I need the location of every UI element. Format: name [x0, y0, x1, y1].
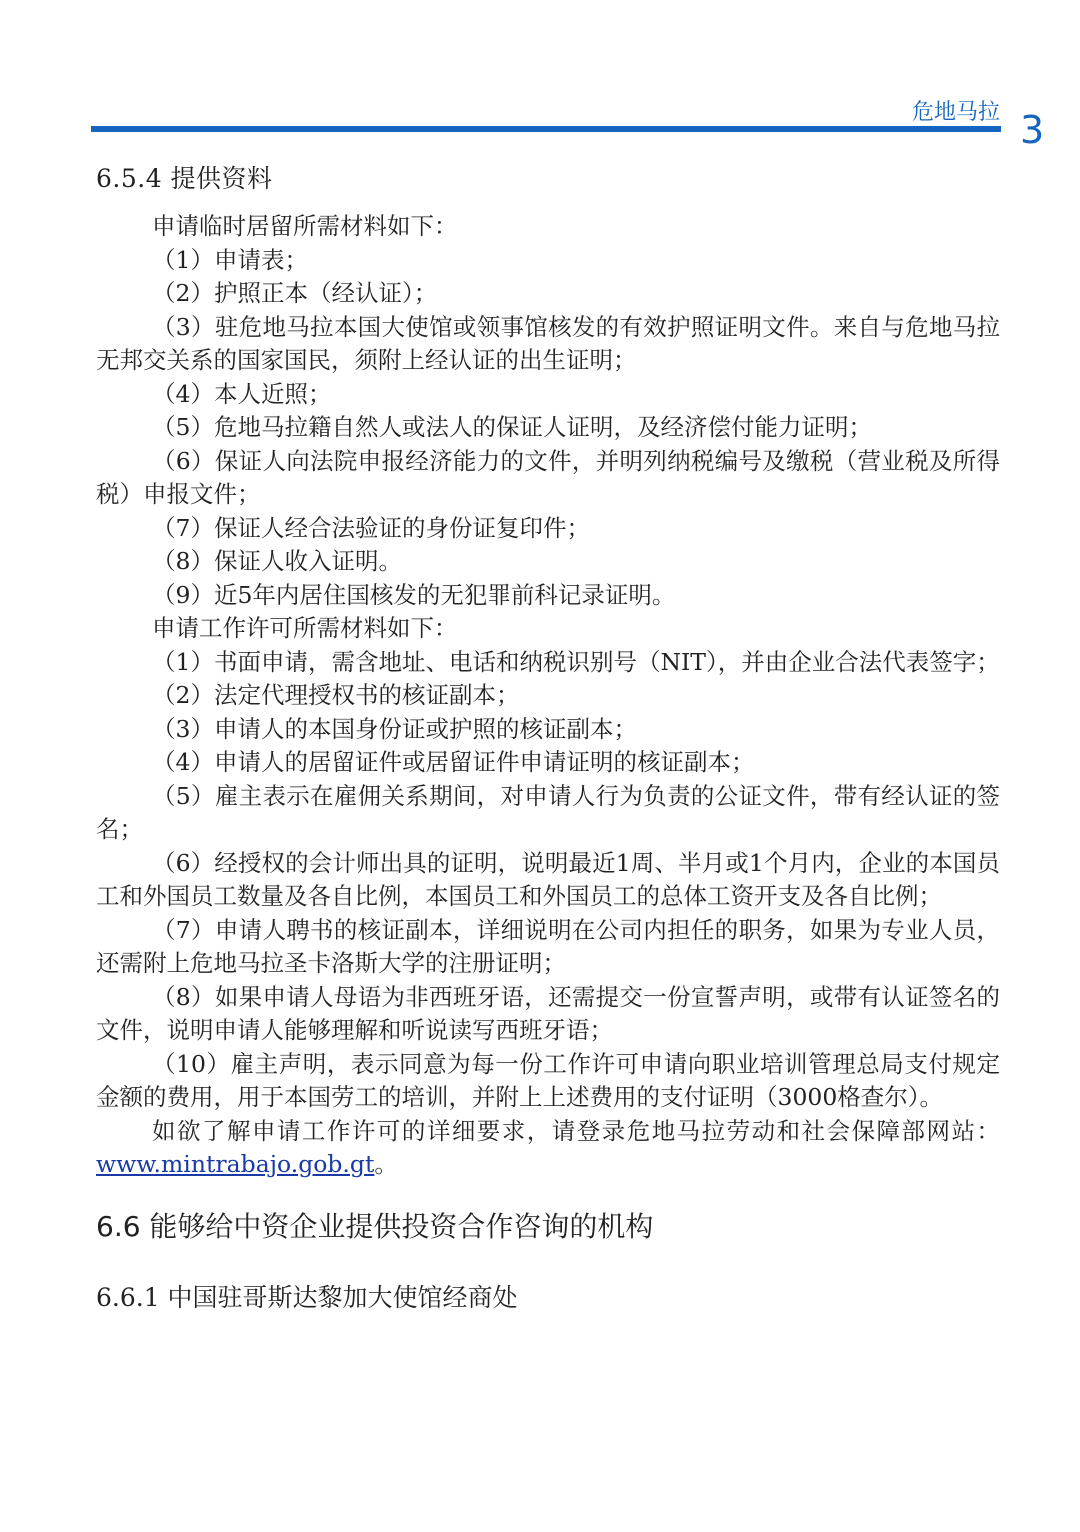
closing-paragraph: [96, 1115, 1000, 1182]
work-permit-item: （2）法定代理授权书的核证副本；: [152, 681, 520, 709]
section-heading-6-6: 6.6 能够给中资企业提供投资合作咨询的机构: [96, 1209, 654, 1243]
ministry-website-link[interactable]: www.mintrabajo.gob.gt: [96, 1150, 375, 1178]
work-permit-item: （6）经授权的会计师出具的证明，说明最近1周、半月或1个月内，企业的本国员工和外国员工数量及各自比例，本国员工和外国员工的总体工资开支及各自比例；: [96, 848, 1000, 910]
work-permit-intro: 申请工作许可所需材料如下：: [152, 614, 458, 642]
residence-item: （3）驻危地马拉本国大使馆或领事馆核发的有效护照证明文件。来自与危地马拉无邦交关系的国家国民，须附上经认证的出生证明；: [96, 312, 1000, 374]
residence-item: （4）本人近照；: [152, 379, 332, 408]
residence-item: （5）危地马拉籍自然人或法人的保证人证明，及经济偿付能力证明；: [152, 413, 872, 441]
residence-item: （7）保证人经合法验证的身份证复印件；: [152, 513, 590, 542]
section-heading-6-6-1: 6.6.1 中国驻哥斯达黎加大使馆经商处: [96, 1282, 518, 1312]
work-permit-item: （7）申请人聘书的核证副本，详细说明在公司内担任的职务，如果为专业人员，还需附上危地马拉圣卡洛斯大学的注册证明；: [96, 915, 1000, 977]
work-permit-item: （10）雇主声明，表示同意为每一份工作许可申请向职业培训管理总局支付规定金额的费用，用于本国劳工的培训，并附上上述费用的支付证明（3000格查尔）。: [96, 1049, 1000, 1111]
work-permit-item: （4）申请人的居留证件或居留证件申请证明的核证副本；: [152, 748, 755, 776]
closing-text: 如欲了解申请工作许可的详细要求，请登录危地马拉劳动和社会保障部网站：: [152, 1116, 1000, 1145]
page-content: [96, 160, 1000, 1318]
work-permit-item: （1）书面申请，需含地址、电话和纳税识别号（NIT），并由企业合法代表签字；: [152, 647, 1000, 676]
page-number: 3: [1020, 108, 1045, 152]
work-permit-item: （8）如果申请人母语为非西班牙语，还需提交一份宣誓声明，或带有认证签名的文件，说明申请人能够理解和听说读写西班牙语；: [96, 982, 1000, 1044]
residence-item: （8）保证人收入证明。: [152, 547, 402, 575]
residence-intro: 申请临时居留所需材料如下：: [152, 212, 458, 240]
residence-item: （2）护照正本（经认证）；: [152, 279, 438, 307]
work-permit-item: （5）雇主表示在雇佣关系期间，对申请人行为负责的公证文件，带有经认证的签名；: [96, 781, 1000, 843]
residence-item: （9）近5年内居住国核发的无犯罪前科记录证明。: [152, 580, 676, 609]
residence-item: （1）申请表；: [152, 245, 308, 274]
section-heading-6-5-4: 6.5.4 提供资料: [96, 164, 273, 193]
header-title: 危地马拉: [911, 100, 1000, 125]
closing-end: 。: [374, 1150, 398, 1178]
residence-item: （6）保证人向法院申报经济能力的文件，并明列纳税编号及缴税（营业税及所得税）申报文件；: [96, 446, 1000, 508]
work-permit-item: （3）申请人的本国身份证或护照的核证副本；: [152, 714, 637, 743]
header-rule: [91, 126, 1001, 132]
